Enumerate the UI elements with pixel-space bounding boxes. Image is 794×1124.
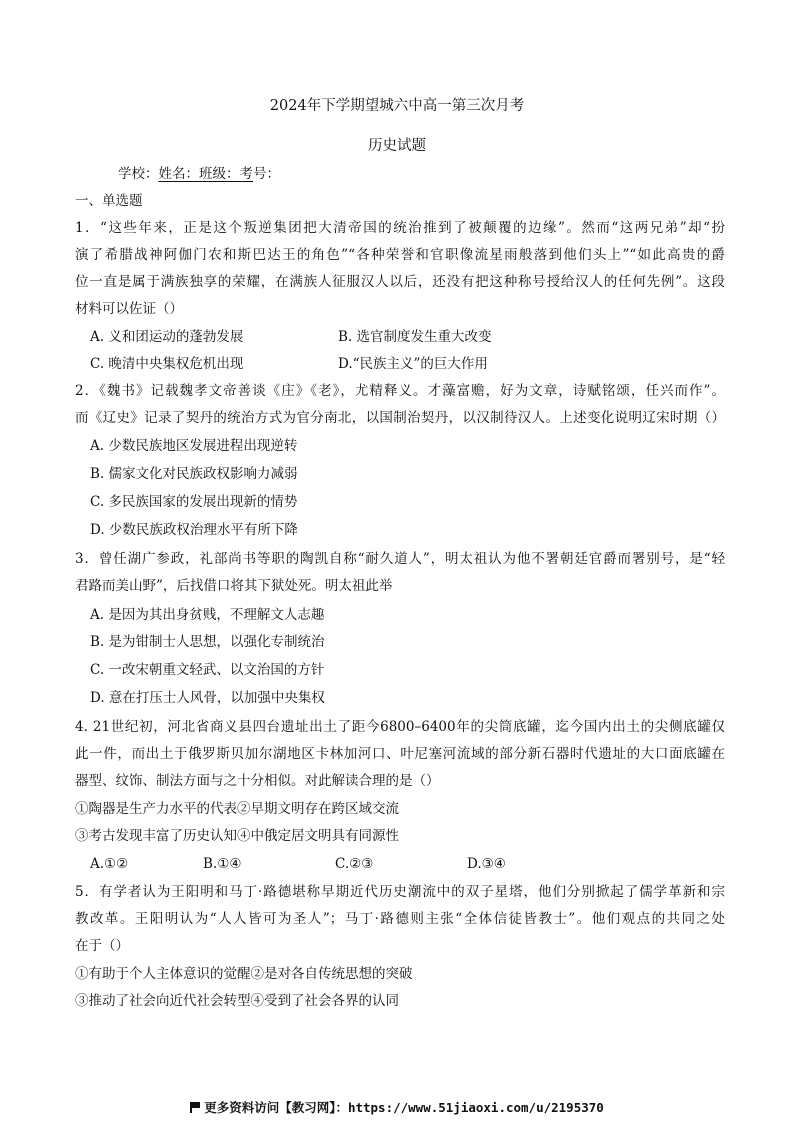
option-c: C. 一改宋朝重文轻武、以文治国的方针 <box>90 662 325 678</box>
subject-title: 历史试题 <box>368 138 426 154</box>
statement-line: ③推动了社会向近代社会转型④受到了社会各界的认同 <box>75 993 399 1009</box>
question-line: 君路而美山野”，后找借口将其下狱处死。明太祖此举 <box>75 578 393 594</box>
question-line: 此一件，而出土于俄罗斯贝加尔湖地区卡林加河口、叶尼塞河流域的部分新石器时代遗址的大口面底罐在 <box>75 746 725 762</box>
option-a: A.①② <box>90 856 129 872</box>
option-d: D.“民族主义”的巨大作用 <box>338 356 488 372</box>
option-c: C.②③ <box>335 856 374 872</box>
question-line: 演了希腊战神阿伽门农和斯巴达王的角色”“各种荣誉和官职像流星雨般落到他们头上”“如此高贵的爵 <box>75 247 725 263</box>
option-b: B. 是为钳制士人思想，以强化专制统治 <box>90 634 325 650</box>
footer-link[interactable] <box>0 1098 794 1116</box>
question-line: 2．《魏书》记载魏孝文帝善谈《庄》《老》，尤精释义。才藻富赡，好为文章，诗赋铭颂，任兴而作”。 <box>75 383 725 399</box>
question-line: 教改革。王阳明认为“人人皆可为圣人”；马丁·路德则主张“全体信徒皆教士”。他们观点的共同之处 <box>75 911 725 927</box>
exam-no-label-b: 号： <box>253 166 280 182</box>
option-d: D. 意在打压士人风骨，以加强中央集权 <box>90 690 325 706</box>
flag-icon <box>190 1102 200 1113</box>
option-b: B.①④ <box>203 856 242 872</box>
option-d: D. 少数民族政权治理水平有所下降 <box>90 522 298 538</box>
option-d: D.③④ <box>467 856 506 872</box>
question-line: 3．曾任湖广参政，礼部尚书等职的陶凯自称“耐久道人”，明太祖认为他不署朝廷官爵而署别号，是“轻 <box>75 551 725 567</box>
question-line: 5．有学者认为王阳明和马丁·路德堪称早期近代历史潮流中的双子星塔，他们分别掀起了儒学革新和宗 <box>75 884 725 900</box>
exam-title: 2024年下学期望城六中高一第三次月考 <box>269 98 525 114</box>
footer-text[interactable]: 更多资料访问【教习网】：https://www.51jiaoxi.com/u/2195370 <box>204 1100 604 1115</box>
question-line: 器型、纹饰、制法方面与之十分相似。对此解读合理的是（） <box>75 773 440 789</box>
name-label: 姓名： <box>158 166 199 182</box>
question-line: 4. 21世纪初，河北省商义县四台遗址出土了距今6800–6400年的尖筒底罐，迄今国内出土的尖侧底罐仅 <box>75 719 725 735</box>
statement-line: ③考古发现丰富了历史认知④中俄定居文明具有同源性 <box>75 828 399 844</box>
question-line: 位一直是属于满族独享的荣耀，在满族人征服汉人以后，还没有把这种称号授给汉人的任何先例”。这段 <box>75 274 725 290</box>
option-b: B. 选官制度发生重大改变 <box>338 329 492 345</box>
option-c: C. 晚清中央集权危机出现 <box>90 356 244 372</box>
option-a: A. 少数民族地区发展进程出现逆转 <box>90 438 298 454</box>
option-a: A. 是因为其出身贫贱，不理解文人志趣 <box>90 607 325 623</box>
exam-no-label-a: 考 <box>239 166 253 182</box>
option-b: B. 儒家文化对民族政权影响力减弱 <box>90 466 298 482</box>
question-line: 1．“这些年来，正是这个叛逆集团把大清帝国的统治推到了被颠覆的边缘”。然而“这两兄弟”却“扮 <box>75 220 725 236</box>
statement-line: ①陶器是生产力水平的代表②早期文明存在跨区域交流 <box>75 801 399 817</box>
question-line: 材料可以佐证（） <box>75 301 183 317</box>
class-label: 班级： <box>199 166 240 182</box>
student-info <box>118 165 768 183</box>
statement-line: ①有助于个人主体意识的觉醒②是对各自传统思想的突破 <box>75 966 413 982</box>
school-label: 学校： <box>118 166 159 182</box>
option-a: A. 义和团运动的蓬勃发展 <box>90 329 244 345</box>
option-c: C. 多民族国家的发展出现新的情势 <box>90 494 298 510</box>
question-line: 而《辽史》记录了契丹的统治方式为官分南北，以国制治契丹，以汉制待汉人。上述变化说明辽宋时期（） <box>75 410 725 426</box>
section-title: 一、单选题 <box>75 193 143 209</box>
question-line: 在于（） <box>75 938 129 954</box>
